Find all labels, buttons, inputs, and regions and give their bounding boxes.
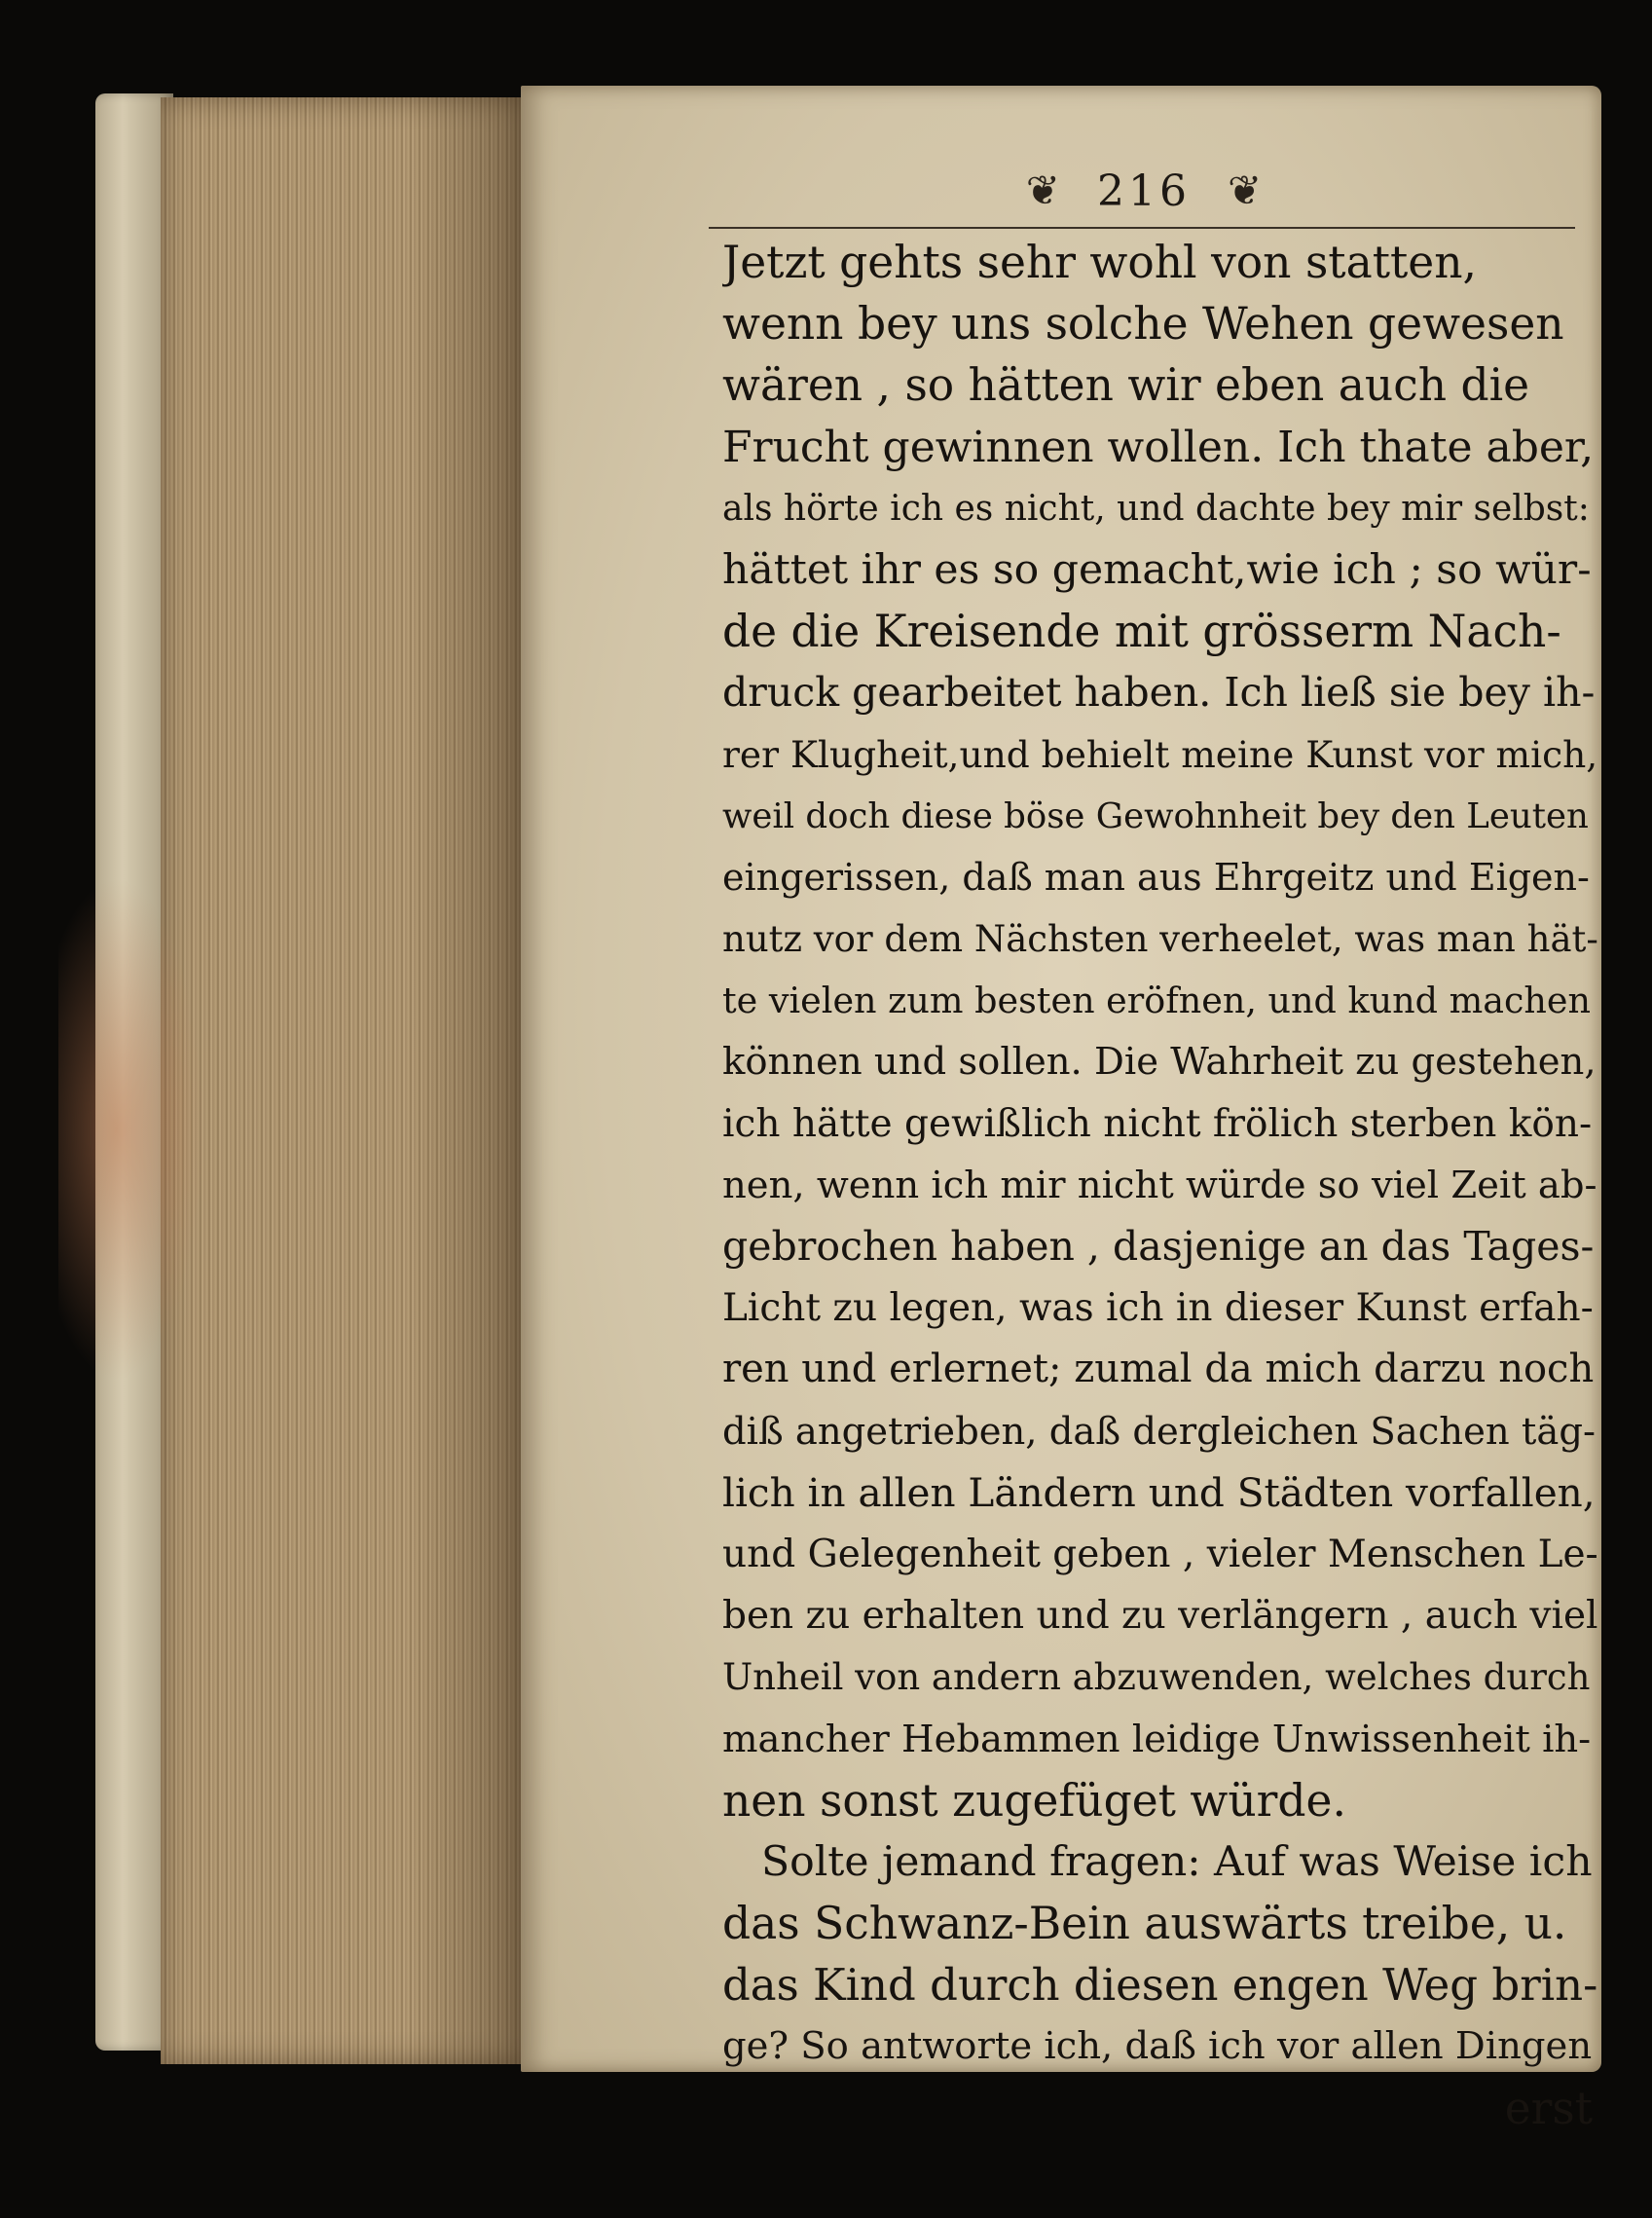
header-rule xyxy=(709,227,1575,229)
text-line: diß angetrieben, daß dergleichen Sachen täg- xyxy=(722,1409,1596,1454)
text-line: weil doch diese böse Gewohnheit bey den Leuten xyxy=(722,795,1589,836)
text-line: ren und erlernet; zumal da mich darzu noch xyxy=(722,1347,1595,1392)
text-line: ge? So antworte ich, daß ich vor allen Dingen xyxy=(722,2024,1593,2069)
text-line: und Gelegenheit geben , vieler Menschen Le- xyxy=(722,1532,1598,1576)
text-line: nen, wenn ich mir nicht würde so viel Zeit ab- xyxy=(722,1163,1597,1207)
text-line: lich in allen Ländern und Städten vorfallen, xyxy=(722,1468,1596,1516)
catchword: erst xyxy=(1504,2082,1593,2134)
text-line: te vielen zum besten eröfnen, und kund machen xyxy=(722,980,1592,1022)
ornament-left-icon: ❦ xyxy=(1025,166,1060,214)
paragraph-start-line: Solte jemand fragen: Auf was Weise ich xyxy=(761,1837,1593,1886)
text-line: nen sonst zugefüget würde. xyxy=(722,1774,1346,1827)
body-text xyxy=(722,232,1598,2139)
page-number: 216 xyxy=(1097,166,1191,216)
text-line: Jetzt gehts sehr wohl von statten, xyxy=(722,237,1477,288)
text-line: Frucht gewinnen wollen. Ich thate aber, xyxy=(722,422,1595,472)
text-line: Unheil von andern abzuwenden, welches durch xyxy=(722,1656,1591,1699)
text-line: eingerissen, daß man aus Ehrgeitz und Eigen- xyxy=(722,855,1590,899)
text-line: können und sollen. Die Wahrheit zu gestehen, xyxy=(722,1040,1597,1085)
text-line: ben zu erhalten und zu verlängern , auch viel xyxy=(722,1594,1598,1639)
text-line: gebrochen haben , dasjenige an das Tages- xyxy=(722,1223,1595,1270)
text-line: hättet ihr es so gemacht,wie ich ; so wür- xyxy=(722,545,1592,594)
text-line: wenn bey uns solche Wehen gewesen xyxy=(722,298,1564,351)
text-line: mancher Hebammen leidige Unwissenheit ih- xyxy=(722,1717,1592,1761)
text-line: wären , so hätten wir eben auch die xyxy=(722,359,1530,412)
text-line: rer Klugheit,und behielt meine Kunst vor mich, xyxy=(722,732,1598,776)
page-edges-shadow xyxy=(409,97,521,2064)
text-line: druck gearbeitet haben. Ich ließ sie bey ih- xyxy=(722,669,1596,717)
page-header xyxy=(983,162,1304,220)
text-line: nutz vor dem Nächsten verheelet, was man hät- xyxy=(722,918,1598,961)
ornament-right-icon: ❦ xyxy=(1227,166,1263,214)
text-line: Licht zu legen, was ich in dieser Kunst erfah- xyxy=(722,1286,1594,1331)
text-line: das Schwanz-Bein auswärts treibe, u. xyxy=(722,1898,1567,1950)
text-line: ich hätte gewißlich nicht frölich sterben kön- xyxy=(722,1101,1593,1146)
text-line: als hörte ich es nicht, und dachte bey mir selbst: xyxy=(722,488,1590,529)
text-line: de die Kreisende mit grösserm Nach- xyxy=(722,606,1561,658)
text-line: das Kind durch diesen engen Weg brin- xyxy=(722,1959,1598,2012)
water-stain xyxy=(58,876,204,1383)
